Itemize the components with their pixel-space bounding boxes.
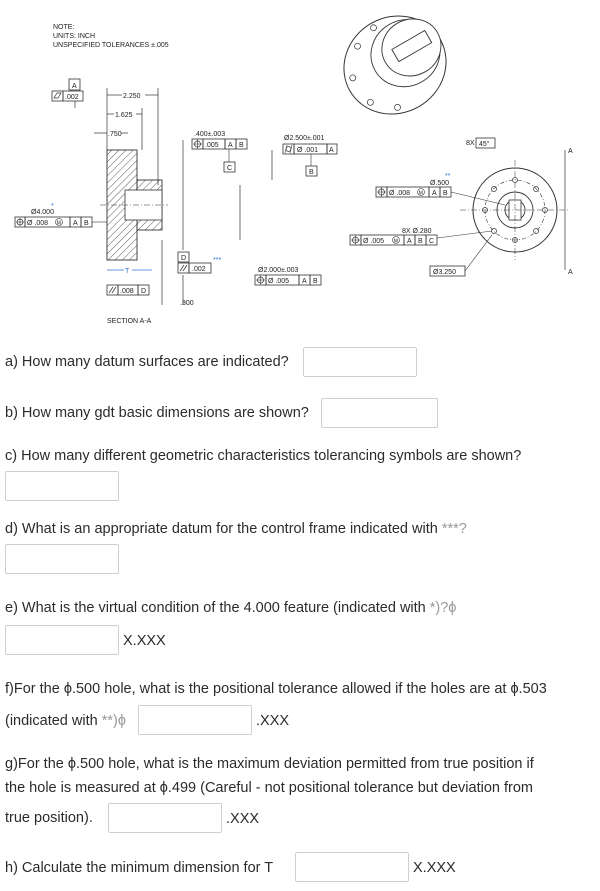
fcf-280-datum-c: C	[429, 238, 435, 245]
position-symbol-icon	[351, 236, 360, 245]
asterisk-single: *	[51, 203, 54, 210]
cylindricity-symbol-icon	[285, 145, 292, 153]
question-g-line1: g)For the ϕ.500 hole, what is the maximum deviation permitted from true position if	[5, 756, 534, 772]
question-g-line2: the hole is measured at ϕ.499 (Careful - not positional tolerance but deviation from	[5, 780, 533, 796]
question-d-mark: ***?	[441, 521, 467, 537]
dim-4000: Ø4.000	[31, 209, 54, 216]
datum-a-flatness	[52, 79, 83, 108]
fcf-500-tol: Ø .008	[389, 190, 411, 197]
fcf-4000-tol: Ø .008	[27, 220, 49, 227]
parallelism-symbol-icon	[109, 287, 116, 293]
mmc-letter: M	[56, 220, 61, 227]
question-a: a) How many datum surfaces are indicated?	[5, 354, 289, 370]
dim-8x280: 8X Ø.280	[402, 228, 432, 235]
parallel-002-value: .002	[192, 266, 206, 273]
position-symbol-icon	[256, 276, 265, 285]
fcf-400-datum-a: A	[228, 142, 233, 149]
question-e	[5, 600, 456, 616]
fcf-4000-datum-a: A	[73, 220, 78, 227]
dim-2000: Ø2.000±.003	[258, 267, 299, 274]
fcf-500-group	[376, 173, 505, 205]
question-g-line3: true position).	[5, 810, 93, 826]
flatness-value: .002	[65, 94, 79, 101]
fcf-280-datum-b: B	[418, 238, 423, 245]
dim-2500-group	[240, 135, 337, 240]
dim-2250: 2.250	[123, 93, 141, 100]
bc-3250: Ø3.250	[433, 269, 456, 276]
question-c: c) How many different geometric characteristics tolerancing symbols are shown?	[5, 448, 522, 464]
dim-2500: Ø2.500±.001	[284, 135, 325, 142]
fcf-4000-datum-b: B	[84, 220, 89, 227]
question-e-text: e) What is the virtual condition of the 4.000 feature (indicated with	[5, 600, 430, 616]
fcf-2000-datum-a: A	[302, 278, 307, 285]
fcf-2500-datum-a: A	[329, 147, 334, 154]
question-h: h) Calculate the minimum dimension for T	[5, 860, 274, 876]
answer-b-input[interactable]	[321, 398, 438, 428]
parallel-008-datum-d: D	[141, 288, 147, 295]
fcf-280-group	[350, 228, 492, 245]
answer-e-input[interactable]	[5, 625, 119, 655]
question-d-text: d) What is an appropriate datum for the control frame indicated with	[5, 521, 442, 537]
answer-d-input[interactable]	[5, 544, 119, 574]
fcf-400-datum-b: B	[239, 142, 244, 149]
note-tolerance: UNSPECIFIED TOLERANCES ±.005	[53, 42, 169, 49]
section-mark-top: A	[568, 148, 573, 155]
question-d	[5, 521, 467, 537]
fcf-500-datum-a: A	[432, 190, 437, 197]
question-b: b) How many gdt basic dimensions are shown?	[5, 405, 309, 421]
fcf-2000-datum-b: B	[313, 278, 318, 285]
flatness-symbol-icon	[54, 93, 61, 98]
answer-h-format: X.XXX	[413, 860, 456, 876]
mmc-letter: M	[393, 238, 398, 245]
answer-f-input[interactable]	[138, 705, 252, 735]
answer-a-input[interactable]	[303, 347, 417, 377]
dim-500: Ø.500	[430, 180, 450, 187]
dim-1625: 1.625	[115, 112, 133, 119]
dim-300: .300	[180, 300, 194, 307]
section-label: SECTION A-A	[107, 318, 152, 325]
parallel-008-value: .008	[120, 288, 134, 295]
fcf-4000-group	[15, 203, 107, 227]
angle-8x: 8X	[466, 140, 475, 147]
position-symbol-icon	[16, 218, 24, 226]
bc-3250-group	[430, 235, 492, 276]
asterisk-double: **	[445, 173, 451, 180]
fcf-280-datum-a: A	[407, 238, 412, 245]
datum-a-label: A	[72, 83, 77, 90]
mmc-letter: M	[418, 190, 423, 197]
dim-750: .750	[108, 131, 122, 138]
fcf-400-tol: .005	[205, 142, 219, 149]
dim-400: .400±.003	[194, 131, 226, 138]
answer-g-input[interactable]	[108, 803, 222, 833]
answer-e-format: X.XXX	[123, 633, 166, 649]
fcf-2000-group	[255, 267, 321, 285]
answer-c-input[interactable]	[5, 471, 119, 501]
datum-c-label: C	[227, 165, 233, 172]
label-t: T	[125, 268, 130, 275]
question-f-text: (indicated with	[5, 713, 102, 729]
dim-400-group	[183, 131, 247, 250]
answer-g-format: .XXX	[226, 811, 260, 827]
position-symbol-icon	[377, 188, 386, 197]
note-units: UNITS: INCH	[53, 33, 95, 40]
isometric-view	[326, 0, 465, 133]
question-f-line2	[5, 713, 126, 729]
parallelism-symbol-icon	[180, 265, 187, 271]
engineering-drawing	[0, 0, 600, 340]
answer-h-input[interactable]	[295, 852, 409, 882]
answer-f-format: .XXX	[256, 713, 290, 729]
datum-b-label: B	[309, 169, 314, 176]
question-f-mark: **)ϕ	[101, 713, 126, 729]
question-e-mark: *)?ϕ	[429, 600, 457, 616]
datum-d-label: D	[181, 255, 187, 262]
angle-45: 45°	[479, 141, 490, 148]
asterisk-triple: ***	[213, 257, 222, 264]
datum-d-group	[178, 252, 221, 273]
note-title: NOTE:	[53, 24, 75, 31]
section-mark-bottom: A	[568, 269, 573, 276]
question-f-line1: f)For the ϕ.500 hole, what is the positional tolerance allowed if the holes are at ϕ.503	[5, 681, 547, 697]
drawing-notes	[53, 24, 169, 49]
fcf-500-datum-b: B	[443, 190, 448, 197]
fcf-2000-tol: Ø .005	[268, 278, 290, 285]
position-symbol-icon	[193, 140, 202, 149]
cylindricity-tol: Ø .001	[297, 147, 319, 154]
fcf-280-tol: Ø .005	[363, 238, 385, 245]
